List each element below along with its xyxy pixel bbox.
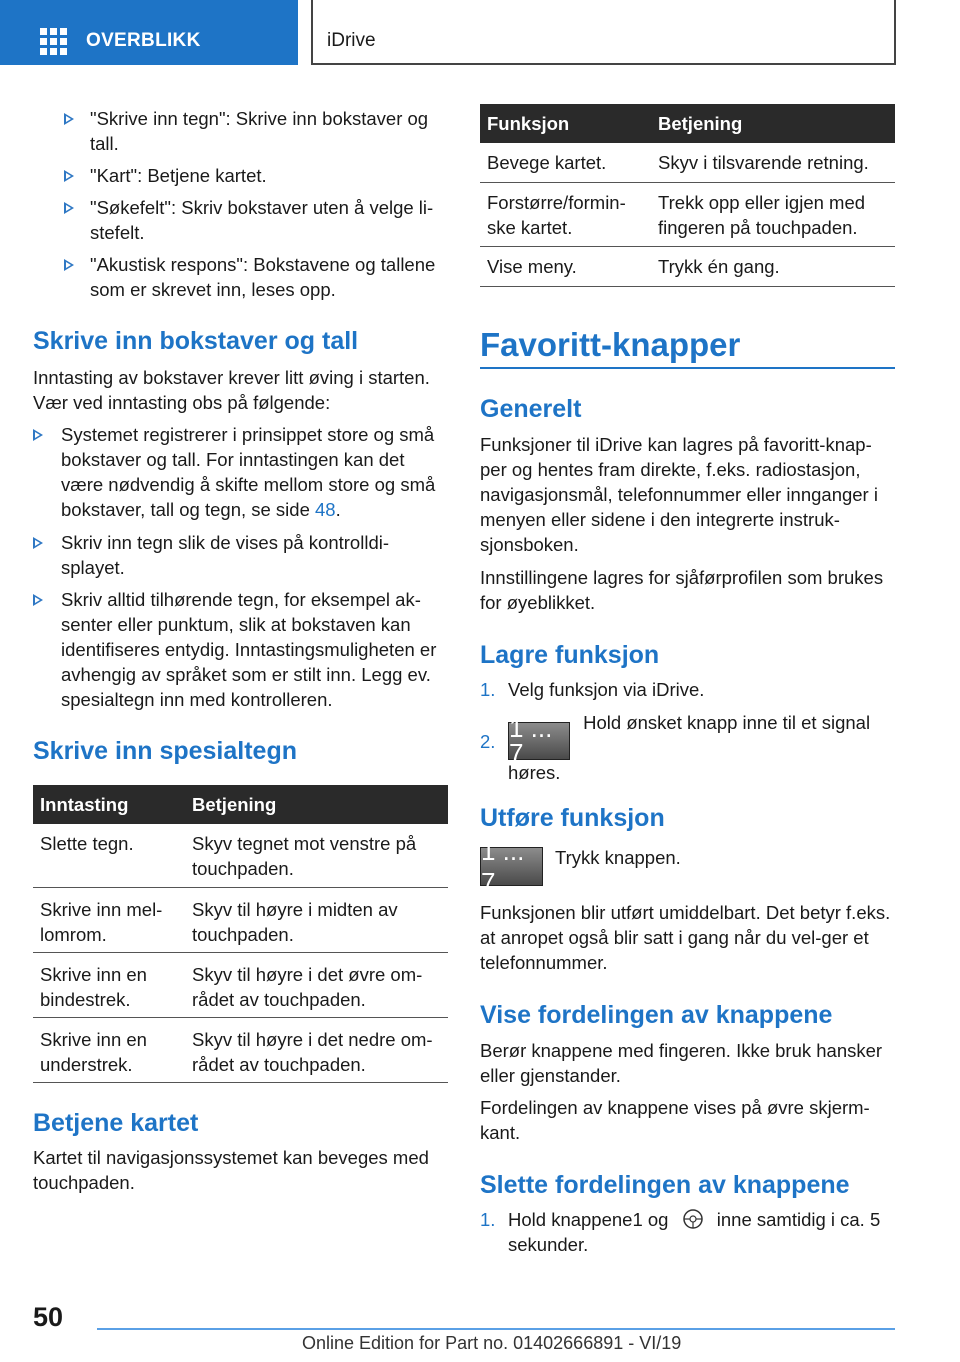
- table-cell: Trykk én gang.: [658, 256, 780, 277]
- table-header-cell: Betjening: [658, 112, 743, 134]
- list-item: [33, 530, 448, 580]
- footer-rule: [97, 1328, 895, 1330]
- steering-wheel-icon: [682, 1208, 704, 1230]
- list-item-text: Systemet registrerer i prinsippet store og små bokstaver og tall. For inntastingen kan det være nødvendig å skifte mellom store og små bokstaver, tall og tegn, se side 48.: [61, 424, 436, 520]
- table-row: [33, 1018, 448, 1083]
- paragraph: Fordelingen av knappene vises på øvre skjerm-kant.: [480, 1097, 870, 1143]
- section-intro: Inntasting av bokstaver krever litt øving i starten. Vær ved inntasting obs på følgende:: [33, 367, 430, 413]
- table-row: [480, 247, 895, 287]
- bullet-triangle-icon: [64, 113, 74, 125]
- table-cell: Skrive inn en understrek.: [40, 1029, 147, 1075]
- list-item: [33, 587, 448, 712]
- bullet-triangle-icon: [33, 594, 43, 606]
- header-tab-overview[interactable]: [0, 0, 298, 65]
- step-text: Velg funksjon via iDrive.: [508, 679, 705, 700]
- special-chars-table: [33, 785, 448, 1083]
- table-cell: Skrive inn mel-lomrom.: [40, 899, 163, 945]
- bullet-triangle-icon: [33, 429, 43, 441]
- list-item: [64, 195, 448, 245]
- table-cell: Skyv til høyre i det øvre om-rådet av touchpaden.: [192, 964, 423, 1010]
- paragraph: Berør knappene med fingeren. Ikke bruk hansker eller gjenstander.: [480, 1040, 883, 1086]
- section-title: Slette fordelingen av knappene: [480, 1171, 850, 1199]
- table-row: [33, 888, 448, 953]
- table-header: [480, 104, 895, 143]
- favorite-key-icon: 1 ... 7: [508, 722, 570, 760]
- list-item: [64, 252, 454, 302]
- step-number: 2.: [480, 731, 496, 752]
- section-title: Vise fordelingen av knappene: [480, 1001, 833, 1029]
- table-cell: Skyv tegnet mot venstre på touchpaden.: [192, 833, 417, 879]
- table-cell: Skrive inn en bindestrek.: [40, 964, 147, 1010]
- footer-edition: Online Edition for Part no. 01402666891 - VI/19: [302, 1333, 682, 1353]
- list-item-text: "Søkefelt": Skriv bokstaver uten å velge li-stefelt.: [90, 197, 434, 243]
- list-item: [64, 106, 448, 156]
- section-title: Utføre funksjon: [480, 804, 665, 832]
- grid-menu-icon: [40, 28, 67, 55]
- step-text: 1 ... 7 Hold ønsket knapp inne til et signal høres.: [508, 712, 871, 783]
- table-cell: Slette tegn.: [40, 833, 134, 854]
- table-row: [480, 183, 895, 247]
- step-number: 1.: [480, 679, 496, 700]
- bullet-triangle-icon: [64, 259, 74, 271]
- bullet-triangle-icon: [64, 170, 74, 182]
- table-cell: Vise meny.: [487, 256, 577, 277]
- paragraph: Funksjonen blir utført umiddelbart. Det betyr f.eks. at anropet også blir satt i gang når du vel-ger et telefonnummer.: [480, 902, 891, 973]
- list-item: [480, 710, 895, 785]
- bullet-triangle-icon: [33, 537, 43, 549]
- step-number: 1.: [480, 1209, 496, 1230]
- page-number: 50: [33, 1302, 64, 1332]
- chapter-title-rule: [480, 367, 895, 369]
- list-item-text: "Kart": Betjene kartet.: [90, 165, 267, 186]
- table-cell: Skyv i tilsvarende retning.: [658, 152, 869, 173]
- header-tab-label: OVERBLIKK: [86, 30, 201, 51]
- page-reference-link[interactable]: 48: [315, 499, 336, 520]
- list-item: [480, 677, 895, 702]
- list-item-text: "Akustisk respons": Bokstavene og tallene som er skrevet inn, leses opp.: [90, 254, 436, 300]
- list-item: [480, 1207, 895, 1257]
- table-cell: Trekk opp eller igjen med fingeren på touchpaden.: [658, 192, 866, 238]
- table-cell: Bevege kartet.: [487, 152, 607, 173]
- step-text: Hold knappene1 og inne samtidig i ca. 5 sekunder.: [508, 1209, 881, 1255]
- table-header-cell: Betjening: [192, 793, 277, 815]
- section-title: Skrive inn bokstaver og tall: [33, 327, 359, 355]
- header-title: iDrive: [327, 30, 376, 51]
- bullet-triangle-icon: [64, 202, 74, 214]
- favorite-key-icon: 1 ... 7: [480, 847, 543, 886]
- table-header: [33, 785, 448, 824]
- table-header-cell: Funksjon: [487, 112, 570, 134]
- table-header-cell: Inntasting: [40, 793, 129, 815]
- section-title: Betjene kartet: [33, 1109, 199, 1137]
- section-text: Kartet til navigasjonssystemet kan beveges med touchpaden.: [33, 1147, 429, 1193]
- table-cell: Skyv til høyre i det nedre om-rådet av touchpaden.: [192, 1029, 433, 1075]
- list-item-text: Skriv alltid tilhørende tegn, for eksempel ak-senter eller punktum, slik at bokstaven kan identifiseres entydig. Inntastingsmuligheten er avhengig av språket som er stilt inn. Legg ev. spesialtegn inn med kontrolleren.: [61, 589, 437, 710]
- section-title: Generelt: [480, 395, 582, 423]
- table-cell: Skyv til høyre i midten av touchpaden.: [192, 899, 398, 945]
- section-title: Lagre funksjon: [480, 641, 660, 669]
- table-row: [33, 824, 448, 888]
- list-item-text: Skriv inn tegn slik de vises på kontrolldi-splayet.: [61, 532, 390, 578]
- map-controls-table: [480, 104, 895, 287]
- list-item: [33, 422, 448, 522]
- paragraph: Trykk knappen.: [555, 847, 681, 868]
- paragraph: Innstillingene lagres for sjåførprofilen som brukes for øyeblikket.: [480, 567, 884, 613]
- table-row: [33, 953, 448, 1018]
- table-row: [480, 143, 895, 183]
- chapter-title: Favoritt-knapper: [480, 326, 741, 363]
- table-cell: Forstørre/formin-ske kartet.: [487, 192, 626, 238]
- list-item: [64, 163, 448, 188]
- list-item-text: "Skrive inn tegn": Skrive inn bokstaver og tall.: [90, 108, 429, 154]
- paragraph: Funksjoner til iDrive kan lagres på favoritt-knap-per og hentes fram direkte, f.eks. radiostasjon, navigasjonsmål, telefonnummer eller innganger i menyen eller sidene i den integrerte instruk-sjonsboken.: [480, 434, 878, 555]
- header-title-box: [311, 0, 896, 65]
- section-title: Skrive inn spesialtegn: [33, 737, 297, 765]
